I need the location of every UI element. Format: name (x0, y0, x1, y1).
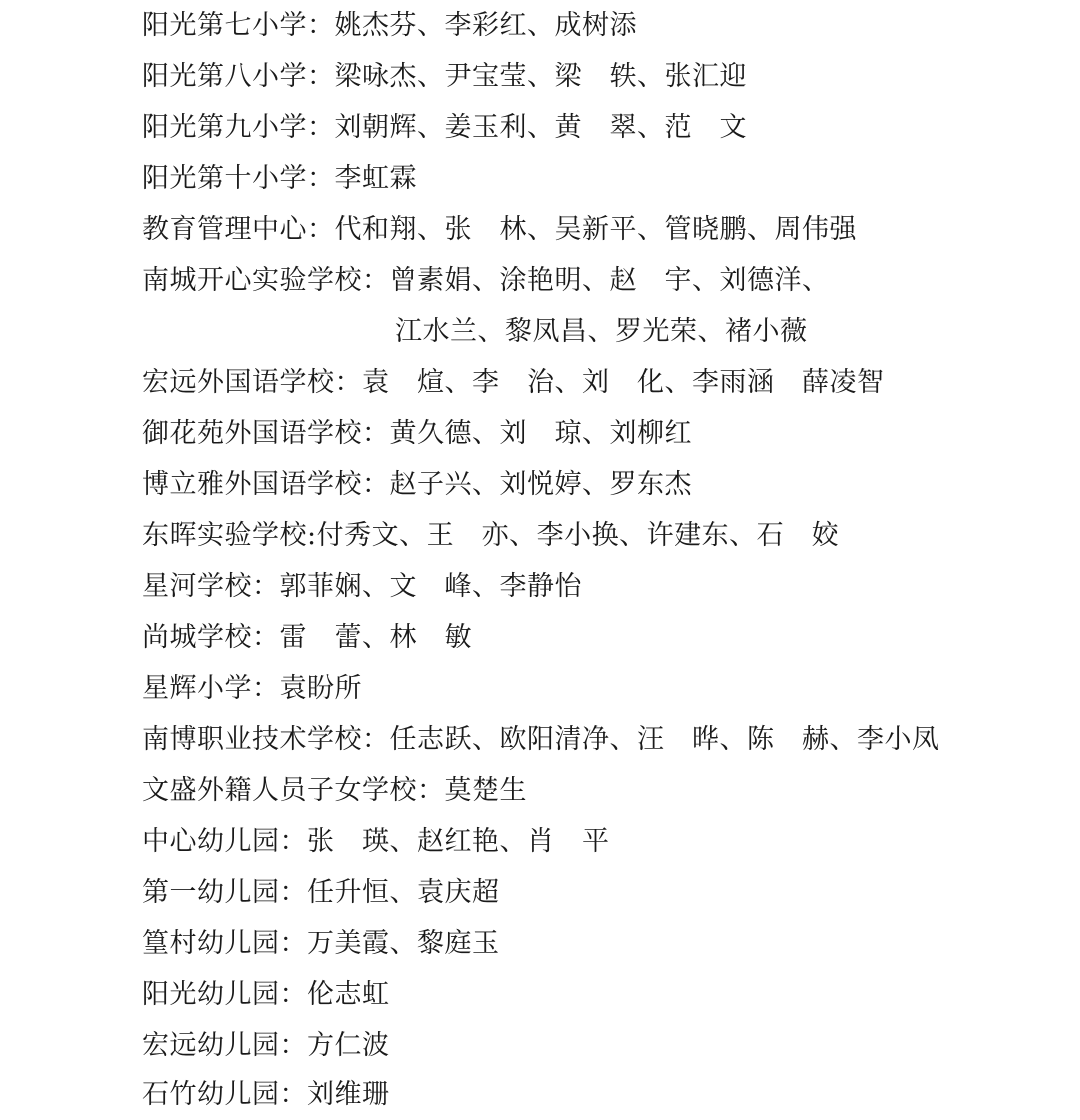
list-line: 博立雅外国语学校：赵子兴、刘悦婷、罗东杰 (142, 469, 692, 500)
list-line: 阳光第七小学：姚杰芬、李彩红、成树添 (142, 10, 637, 41)
list-line: 中心幼儿园：张 瑛、赵红艳、肖 平 (142, 826, 610, 857)
list-line: 阳光第十小学：李虹霖 (142, 163, 417, 194)
list-line: 南城开心实验学校：曾素娟、涂艳明、赵 宇、刘德洋、 (142, 265, 830, 296)
list-line: 文盛外籍人员子女学校：莫楚生 (142, 775, 527, 806)
list-line: 东晖实验学校:付秀文、王 亦、李小换、许建东、石 姣 (142, 520, 840, 551)
list-line: 阳光第八小学：梁咏杰、尹宝莹、梁 轶、张汇迎 (142, 61, 747, 92)
list-line: 星辉小学：袁盼所 (142, 673, 362, 704)
list-line: 阳光第九小学：刘朝辉、姜玉利、黄 翠、范 文 (142, 112, 747, 143)
list-line: 阳光幼儿园：伦志虹 (142, 979, 390, 1010)
list-line: 南博职业技术学校：任志跃、欧阳清净、汪 晔、陈 赫、李小凤 (142, 724, 940, 755)
list-line: 宏远幼儿园：方仁波 (142, 1030, 390, 1061)
list-line: 宏远外国语学校：袁 煊、李 治、刘 化、李雨涵 薛凌智 (142, 367, 885, 398)
list-line: 教育管理中心：代和翔、张 林、吴新平、管晓鹏、周伟强 (142, 214, 857, 245)
list-line-continuation: 江水兰、黎凤昌、罗光荣、褚小薇 (395, 316, 808, 347)
list-line: 石竹幼儿园：刘维珊 (142, 1079, 390, 1110)
list-line: 篁村幼儿园：万美霞、黎庭玉 (142, 928, 500, 959)
list-line: 第一幼儿园：任升恒、袁庆超 (142, 877, 500, 908)
list-line: 御花苑外国语学校：黄久德、刘 琼、刘柳红 (142, 418, 692, 449)
list-line: 尚城学校：雷 蕾、林 敏 (142, 622, 472, 653)
list-line: 星河学校：郭菲娴、文 峰、李静怡 (142, 571, 582, 602)
